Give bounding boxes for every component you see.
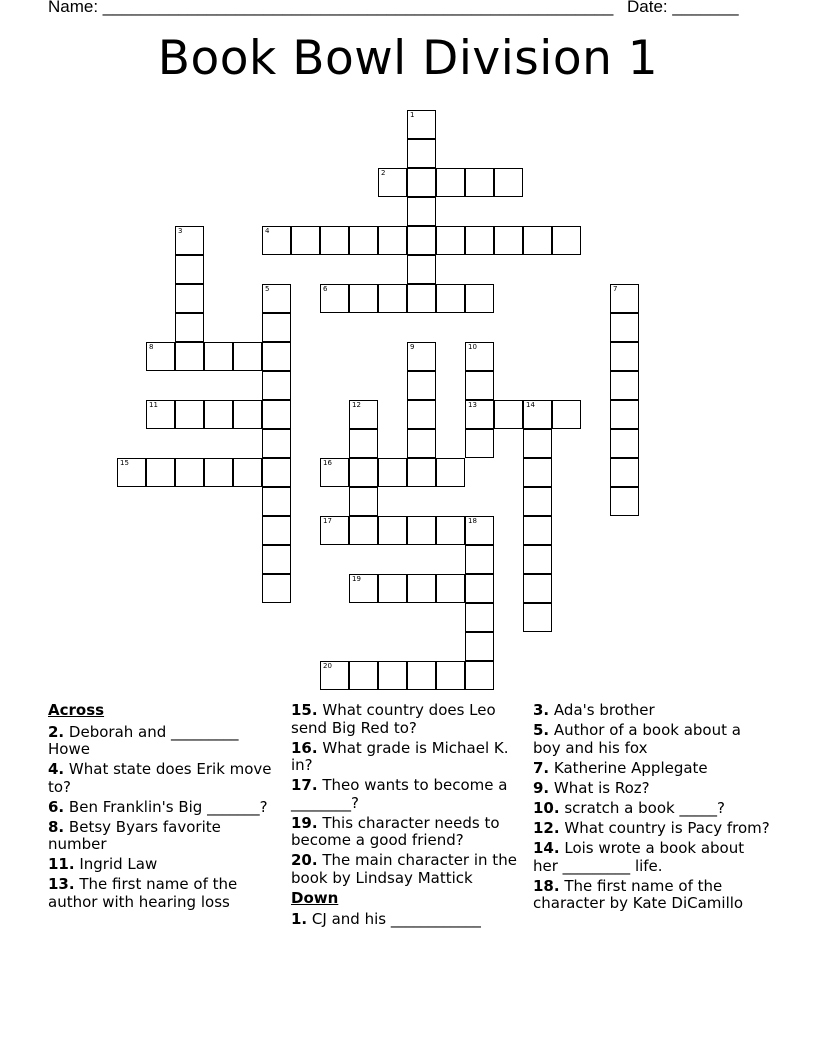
grid-cell[interactable] bbox=[233, 342, 262, 371]
grid-cell[interactable] bbox=[552, 226, 581, 255]
grid-cell[interactable] bbox=[262, 516, 291, 545]
grid-cell[interactable] bbox=[262, 574, 291, 603]
clue-across-15: 15. What country does Leo send Big Red to? bbox=[291, 701, 496, 737]
cell-number: 12 bbox=[352, 401, 361, 409]
grid-cell[interactable] bbox=[407, 458, 436, 487]
clue-across-2: 2. Deborah and _________ Howe bbox=[48, 722, 239, 758]
clue-across-19: 19. This character needs to become a good friend? bbox=[291, 813, 500, 850]
cell-number: 3 bbox=[178, 227, 183, 235]
name-field-label: Name: ______________________________________________________ bbox=[48, 0, 614, 16]
grid-cell[interactable] bbox=[465, 429, 494, 458]
grid-cell[interactable] bbox=[523, 487, 552, 516]
clue-column-3 bbox=[533, 702, 773, 915]
clue-down-1: 1. CJ and his ____________ bbox=[291, 910, 481, 929]
grid-cell[interactable] bbox=[117, 458, 146, 487]
grid-cell[interactable] bbox=[320, 284, 349, 313]
cell-number: 15 bbox=[120, 459, 129, 467]
grid-cell[interactable] bbox=[262, 371, 291, 400]
clue-down-14: 14. Lois wrote a book about her _________ life. bbox=[533, 839, 745, 875]
grid-cell[interactable] bbox=[436, 168, 465, 197]
grid-cell[interactable] bbox=[349, 516, 378, 545]
cell-number: 6 bbox=[323, 285, 328, 293]
grid-cell[interactable] bbox=[436, 458, 465, 487]
grid-cell[interactable] bbox=[378, 574, 407, 603]
grid-cell[interactable] bbox=[291, 226, 320, 255]
grid-cell[interactable] bbox=[407, 284, 436, 313]
grid-cell[interactable] bbox=[610, 458, 639, 487]
clue-column-1 bbox=[48, 702, 278, 914]
grid-cell[interactable] bbox=[407, 400, 436, 429]
grid-cell[interactable] bbox=[610, 487, 639, 516]
grid-cell[interactable] bbox=[349, 574, 378, 603]
grid-cell[interactable] bbox=[349, 226, 378, 255]
cell-number: 5 bbox=[265, 285, 270, 293]
grid-cell[interactable] bbox=[175, 400, 204, 429]
across-heading: Across bbox=[48, 701, 105, 719]
grid-cell[interactable] bbox=[610, 371, 639, 400]
grid-cell[interactable] bbox=[175, 284, 204, 313]
cell-number: 16 bbox=[323, 459, 332, 467]
grid-cell[interactable] bbox=[378, 661, 407, 690]
grid-cell[interactable] bbox=[349, 284, 378, 313]
grid-cell[interactable] bbox=[233, 400, 262, 429]
grid-cell[interactable] bbox=[494, 168, 523, 197]
grid-cell[interactable] bbox=[378, 284, 407, 313]
grid-cell[interactable] bbox=[552, 400, 581, 429]
grid-cell[interactable] bbox=[349, 458, 378, 487]
clue-down-3: 3. Ada's brother bbox=[533, 701, 655, 719]
grid-cell[interactable] bbox=[610, 284, 639, 313]
grid-cell[interactable] bbox=[175, 226, 204, 255]
grid-cell[interactable] bbox=[320, 226, 349, 255]
cell-number: 1 bbox=[410, 111, 415, 119]
clue-down-5: 5. Author of a book about a boy and his fox bbox=[533, 721, 741, 757]
grid-cell[interactable] bbox=[146, 342, 175, 371]
grid-cell[interactable] bbox=[146, 458, 175, 487]
cell-number: 11 bbox=[149, 401, 158, 409]
clue-down-9: 9. What is Roz? bbox=[533, 778, 650, 797]
clue-across-6: 6. Ben Franklin's Big _______? bbox=[48, 797, 268, 816]
cell-number: 18 bbox=[468, 517, 477, 525]
grid-cell[interactable] bbox=[465, 574, 494, 603]
clue-across-16: 16. What grade is Michael K. in? bbox=[291, 738, 509, 775]
grid-cell[interactable] bbox=[349, 487, 378, 516]
grid-cell[interactable] bbox=[233, 458, 262, 487]
grid-cell[interactable] bbox=[262, 400, 291, 429]
grid-cell[interactable] bbox=[610, 313, 639, 342]
grid-cell[interactable] bbox=[465, 632, 494, 661]
cell-number: 10 bbox=[468, 343, 477, 351]
grid-cell[interactable] bbox=[523, 516, 552, 545]
cell-number: 17 bbox=[323, 517, 332, 525]
grid-cell[interactable] bbox=[262, 284, 291, 313]
grid-cell[interactable] bbox=[407, 226, 436, 255]
grid-cell[interactable] bbox=[465, 168, 494, 197]
grid-cell[interactable] bbox=[523, 603, 552, 632]
grid-cell[interactable] bbox=[407, 139, 436, 168]
grid-cell[interactable] bbox=[436, 516, 465, 545]
cell-number: 9 bbox=[410, 343, 415, 351]
grid-cell[interactable] bbox=[407, 255, 436, 284]
grid-cell[interactable] bbox=[262, 458, 291, 487]
grid-cell[interactable] bbox=[175, 342, 204, 371]
grid-cell[interactable] bbox=[262, 342, 291, 371]
cell-number: 19 bbox=[352, 575, 361, 583]
clue-across-8: 8. Betsy Byars favorite number bbox=[48, 817, 221, 854]
grid-cell[interactable] bbox=[436, 226, 465, 255]
grid-cell[interactable] bbox=[175, 458, 204, 487]
grid-cell[interactable] bbox=[407, 429, 436, 458]
grid-cell[interactable] bbox=[465, 545, 494, 574]
grid-cell[interactable] bbox=[494, 400, 523, 429]
grid-cell[interactable] bbox=[465, 342, 494, 371]
grid-cell[interactable] bbox=[204, 342, 233, 371]
grid-cell[interactable] bbox=[407, 342, 436, 371]
grid-cell[interactable] bbox=[407, 371, 436, 400]
grid-cell[interactable] bbox=[407, 110, 436, 139]
clue-across-17: 17. Theo wants to become a ________? bbox=[291, 776, 508, 812]
grid-cell[interactable] bbox=[523, 545, 552, 574]
clue-down-18: 18. The first name of the character by Kate DiCamillo bbox=[533, 876, 744, 913]
cell-number: 13 bbox=[468, 401, 477, 409]
grid-cell[interactable] bbox=[523, 429, 552, 458]
grid-cell[interactable] bbox=[610, 342, 639, 371]
grid-cell[interactable] bbox=[349, 429, 378, 458]
cell-number: 4 bbox=[265, 227, 270, 235]
grid-cell[interactable] bbox=[523, 574, 552, 603]
grid-cell[interactable] bbox=[204, 458, 233, 487]
page-title: Book Bowl Division 1 bbox=[157, 31, 659, 86]
grid-cell[interactable] bbox=[320, 661, 349, 690]
grid-cell[interactable] bbox=[175, 313, 204, 342]
grid-cell[interactable] bbox=[465, 661, 494, 690]
grid-cell[interactable] bbox=[465, 284, 494, 313]
clue-down-10: 10. scratch a book _____? bbox=[533, 798, 725, 817]
grid-cell[interactable] bbox=[465, 400, 494, 429]
grid-cell[interactable] bbox=[523, 458, 552, 487]
grid-cell[interactable] bbox=[262, 545, 291, 574]
grid-cell[interactable] bbox=[436, 661, 465, 690]
grid-cell[interactable] bbox=[378, 516, 407, 545]
grid-cell[interactable] bbox=[378, 458, 407, 487]
clue-across-11: 11. Ingrid Law bbox=[48, 855, 158, 874]
grid-cell[interactable] bbox=[610, 429, 639, 458]
grid-cell[interactable] bbox=[262, 487, 291, 516]
grid-cell[interactable] bbox=[262, 226, 291, 255]
grid-cell[interactable] bbox=[407, 574, 436, 603]
clue-down-7: 7. Katherine Applegate bbox=[533, 758, 708, 777]
clue-column-2 bbox=[291, 702, 523, 932]
cell-number: 7 bbox=[613, 285, 618, 293]
grid-cell[interactable] bbox=[407, 516, 436, 545]
grid-cell[interactable] bbox=[407, 197, 436, 226]
clue-down-12: 12. What country is Pacy from? bbox=[533, 818, 770, 837]
grid-cell[interactable] bbox=[349, 661, 378, 690]
grid-cell[interactable] bbox=[204, 400, 233, 429]
grid-cell[interactable] bbox=[349, 400, 378, 429]
grid-cell[interactable] bbox=[262, 429, 291, 458]
clue-across-20: 20. The main character in the book by Lindsay Mattick bbox=[291, 851, 517, 887]
cell-number: 8 bbox=[149, 343, 154, 351]
grid-cell[interactable] bbox=[465, 371, 494, 400]
date-field-label: Date: _______ bbox=[627, 0, 739, 16]
grid-cell[interactable] bbox=[465, 516, 494, 545]
clue-across-4: 4. What state does Erik move to? bbox=[48, 760, 272, 796]
clue-across-13: 13. The first name of the author with hearing loss bbox=[48, 875, 238, 911]
grid-cell[interactable] bbox=[320, 516, 349, 545]
grid-cell[interactable] bbox=[146, 400, 175, 429]
grid-cell[interactable] bbox=[262, 313, 291, 342]
grid-cell[interactable] bbox=[523, 400, 552, 429]
grid-cell[interactable] bbox=[494, 226, 523, 255]
grid-cell[interactable] bbox=[378, 226, 407, 255]
grid-cell[interactable] bbox=[320, 458, 349, 487]
grid-cell[interactable] bbox=[465, 603, 494, 632]
cell-number: 20 bbox=[323, 662, 332, 670]
grid-cell[interactable] bbox=[610, 400, 639, 429]
cell-number: 2 bbox=[381, 169, 386, 177]
cell-number: 14 bbox=[526, 401, 535, 409]
grid-cell[interactable] bbox=[523, 226, 552, 255]
grid-cell[interactable] bbox=[436, 574, 465, 603]
grid-cell[interactable] bbox=[378, 168, 407, 197]
down-heading: Down bbox=[291, 888, 339, 907]
grid-cell[interactable] bbox=[175, 255, 204, 284]
grid-cell[interactable] bbox=[436, 284, 465, 313]
grid-cell[interactable] bbox=[407, 661, 436, 690]
grid-cell[interactable] bbox=[465, 226, 494, 255]
grid-cell[interactable] bbox=[407, 168, 436, 197]
